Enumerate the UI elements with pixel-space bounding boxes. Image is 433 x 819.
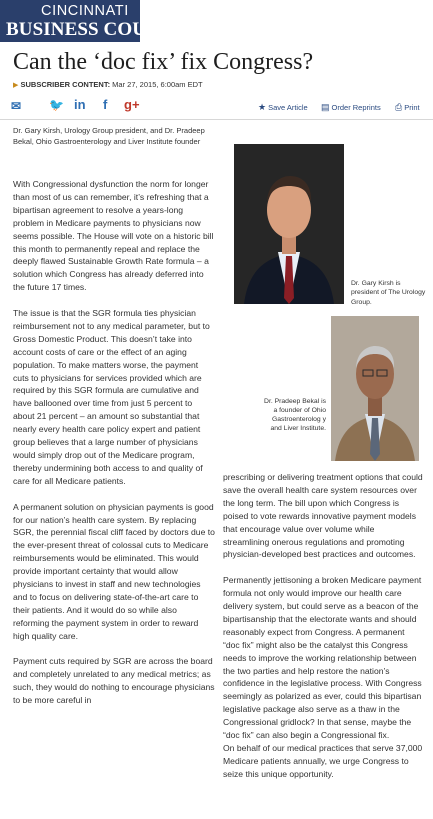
order-reprints-label: Order Reprints <box>331 103 381 112</box>
mail-icon[interactable]: ✉ <box>11 99 22 113</box>
masthead-city: CINCINNATI <box>41 3 129 19</box>
article-column-1 <box>13 178 215 720</box>
save-article-label: Save Article <box>268 103 308 112</box>
print-label: Print <box>404 103 420 112</box>
publish-date: Mar 27, 2015, 6:00am EDT <box>112 80 203 89</box>
print-button[interactable] <box>395 102 420 113</box>
star-icon: ★ <box>258 102 267 112</box>
portrait-graphic <box>234 144 344 304</box>
paragraph: The issue is that the SGR formula ties physician reimbursement not to any medical parameter, but to Gross Domestic Product. This doesn’t take into account costs of care or the effect of an aging population. To make matters worse, the payment cuts to physicians for services provided which are required by this SGR formula are cumulative and have ballooned over time from just 5 percent to about 21 percent – an amount so substantial that nearly every health care policy expert and patient group believes that a large number of physicians would simply drop out of the Medicare program, thereby undermining both access to and quality of care for all Medicare patients. <box>13 308 210 486</box>
photo-caption-2: Dr. Pradeep Bekal is a founder of Ohio Gastroenterolog y and Liver Institute. <box>264 398 326 433</box>
paragraph: On behalf of our medical practices that serve 37,000 Medicare patients annually, we urge Congress to seize this unique opportunity. <box>223 743 423 779</box>
printer-icon: ⎙ <box>395 102 403 112</box>
author-byline: Dr. Gary Kirsh, Urology Group president, and Dr. Pradeep Bekal, Ohio Gastroenterology and Liver Institute founder <box>13 126 205 146</box>
article-column-2 <box>223 471 423 794</box>
paragraph: prescribing or delivering treatment options that could save the overall health care system resources over the long term. The bill upon which Congress is poised to vote rewards innovative payment models that encourage value over volume while streamlining onerous regulations and promoting physician-developed best practices and outcomes. <box>223 472 423 560</box>
google-plus-icon[interactable]: g+ <box>124 97 140 112</box>
paragraph: Permanently jettisoning a broken Medicare payment formula not only would improve our health care delivery system, but could serve as a beacon of the bipartisanship that the electorate wants and should reasonably expect from Congress. A permanent “doc fix” might also be the catalyst this Congress needs to improve the working relationship between the two parties and help restore the nation’s confidence in the legislative process. With Congress seemingly as polarized as ever, could this bipartisan legislative package also serve as a thaw in the Congressional gridlock? In that sense, maybe the “doc fix” can also begin a Congressional fix. <box>223 575 422 741</box>
author-photo-gary-kirsh <box>234 144 344 304</box>
paragraph: A permanent solution on physician payments is good for our nation’s health care system. By replacing SGR, the perennial fiscal cliff faced by doctors due to the ever-present threat of colossal cuts to Medicare reimbursements would be eliminated. This would provide important certainty that would allow physicians to invest in staff and new technologies and to focus on delivering state-of-the-art care to their patients. And it would do so while also reforming the payment system in order to reward high quality care. <box>13 501 215 641</box>
masthead-logo[interactable] <box>0 0 194 42</box>
portrait-graphic <box>331 316 419 461</box>
photo-caption-1: Dr. Gary Kirsh is president of The Urology Group. <box>351 280 426 306</box>
paragraph: Payment cuts required by SGR are across the board and completely unrelated to any medical metrics; as such, they would do nothing to encourage physicians to be more careful in <box>13 656 215 706</box>
author-photo-pradeep-bekal <box>331 316 419 461</box>
paragraph: With Congressional dysfunction the norm for longer than most of us can remember, it’s refreshing that a bipartisan agreement to resolve a years-long problem in Medicare payments to physicians now seems possible. The House will vote on a historic bill this month to permanently repeal and replace the deeply flawed Sustainable Growth Rate formula – a solution which Congress has already deferred into the future 17 times. <box>13 179 214 293</box>
triangle-icon: ▶ <box>13 82 19 89</box>
header-divider <box>0 119 433 120</box>
linkedin-icon[interactable]: in <box>74 97 86 112</box>
save-article-button[interactable] <box>258 102 308 113</box>
article-headline: Can the ‘doc fix’ fix Congress? <box>13 49 314 75</box>
twitter-icon[interactable]: 🐦 <box>49 98 64 112</box>
facebook-icon[interactable]: f <box>103 97 108 112</box>
masthead-paper: BUSINESS COURIER <box>6 19 194 40</box>
order-reprints-button[interactable] <box>321 102 381 113</box>
subscriber-line <box>13 80 203 91</box>
subscriber-label: SUBSCRIBER CONTENT: <box>20 80 111 89</box>
document-icon: ▤ <box>321 102 330 112</box>
